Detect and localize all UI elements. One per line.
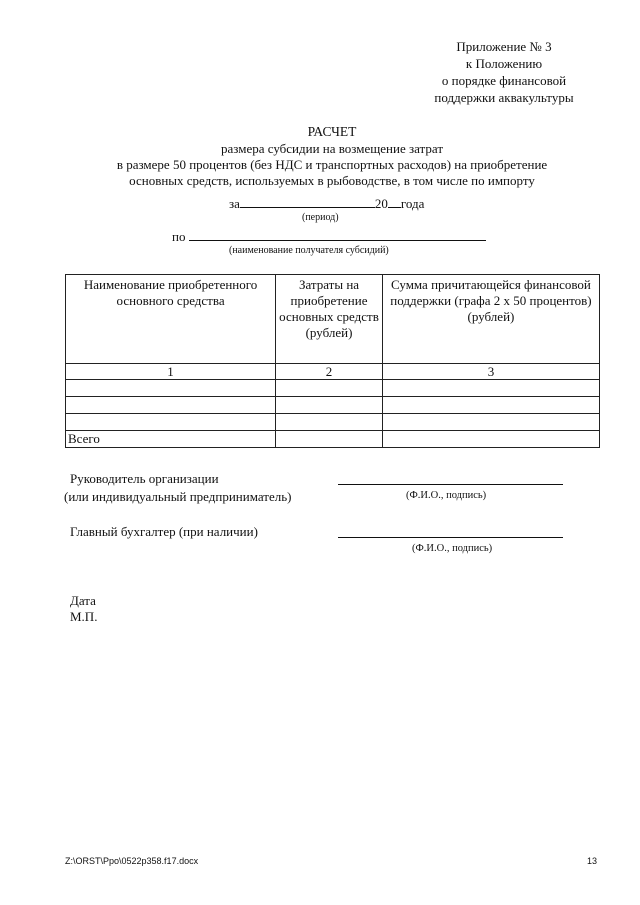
period-suffix: года: [400, 196, 425, 211]
appendix-line-4: поддержки аквакультуры: [434, 90, 574, 105]
recipient-line: [172, 228, 486, 245]
head-signature-line[interactable]: [338, 484, 563, 485]
accountant-signature-caption: (Ф.И.О., подпись): [412, 543, 493, 554]
period-line: [229, 195, 424, 212]
calculation-table: [65, 274, 600, 448]
document-title: РАСЧЕТ: [307, 124, 357, 139]
table-cell[interactable]: [382, 380, 599, 397]
appendix-line-1: Приложение № 3: [456, 39, 552, 54]
period-prefix: за: [229, 196, 240, 211]
total-support-cell[interactable]: [382, 431, 599, 448]
recipient-prefix: по: [172, 229, 186, 244]
document-subtitle: [40, 141, 624, 189]
period-year-blank[interactable]: [388, 195, 401, 208]
header-support-amount: Сумма причитающейся финансовой поддержки (графа 2 х 50 процентов) (рублей): [382, 275, 599, 364]
subtitle-line-1: размера субсидии на возмещение затрат: [221, 141, 443, 156]
period-year-prefix: 20: [374, 196, 388, 211]
header-asset-name: Наименование приобретенного основного средства: [66, 275, 276, 364]
table-cell[interactable]: [382, 414, 599, 431]
table-row: [66, 380, 600, 397]
column-number-2: 2: [276, 364, 383, 380]
appendix-line-3: о порядке финансовой: [441, 73, 567, 88]
footer-page-number: 13: [587, 856, 598, 866]
stamp-label: М.П.: [70, 609, 98, 624]
date-label: Дата: [70, 593, 96, 608]
table-cell[interactable]: [66, 414, 276, 431]
appendix-block: [404, 38, 604, 106]
footer-file-path: Z:\ORST\Ppo\0522p358.f17.docx: [65, 856, 199, 866]
table-row: [66, 414, 600, 431]
table-header-row: [66, 275, 600, 364]
table-row: [66, 397, 600, 414]
column-number-3: 3: [382, 364, 599, 380]
accountant-label: Главный бухгалтер (при наличии): [70, 524, 258, 539]
accountant-signature-line[interactable]: [338, 537, 563, 538]
table-cell[interactable]: [382, 397, 599, 414]
header-costs: Затраты на приобретение основных средств (рублей): [276, 275, 383, 364]
table-cell[interactable]: [276, 397, 383, 414]
total-label: Всего: [66, 431, 276, 448]
period-caption: (период): [302, 212, 339, 223]
subtitle-line-3: основных средств, используемых в рыбоводстве, в том числе по импорту: [129, 173, 535, 188]
period-blank[interactable]: [240, 195, 375, 208]
total-costs-cell[interactable]: [276, 431, 383, 448]
column-number-1: 1: [66, 364, 276, 380]
column-number-row: [66, 364, 600, 380]
recipient-blank-1[interactable]: [189, 228, 389, 241]
recipient-caption: (наименование получателя субсидий): [229, 245, 389, 256]
head-signature-caption: (Ф.И.О., подпись): [406, 490, 487, 501]
table-cell[interactable]: [276, 380, 383, 397]
table-cell[interactable]: [66, 397, 276, 414]
total-row: [66, 431, 600, 448]
head-label-line-2: (или индивидуальный предприниматель): [64, 489, 292, 504]
appendix-line-2: к Положению: [465, 56, 543, 71]
recipient-blank-2[interactable]: [389, 228, 486, 241]
subtitle-line-2: в размере 50 процентов (без НДС и транспортных расходов) на приобретение: [116, 157, 548, 172]
table-cell[interactable]: [276, 414, 383, 431]
table-cell[interactable]: [66, 380, 276, 397]
head-label-line-1: Руководитель организации: [70, 471, 219, 486]
